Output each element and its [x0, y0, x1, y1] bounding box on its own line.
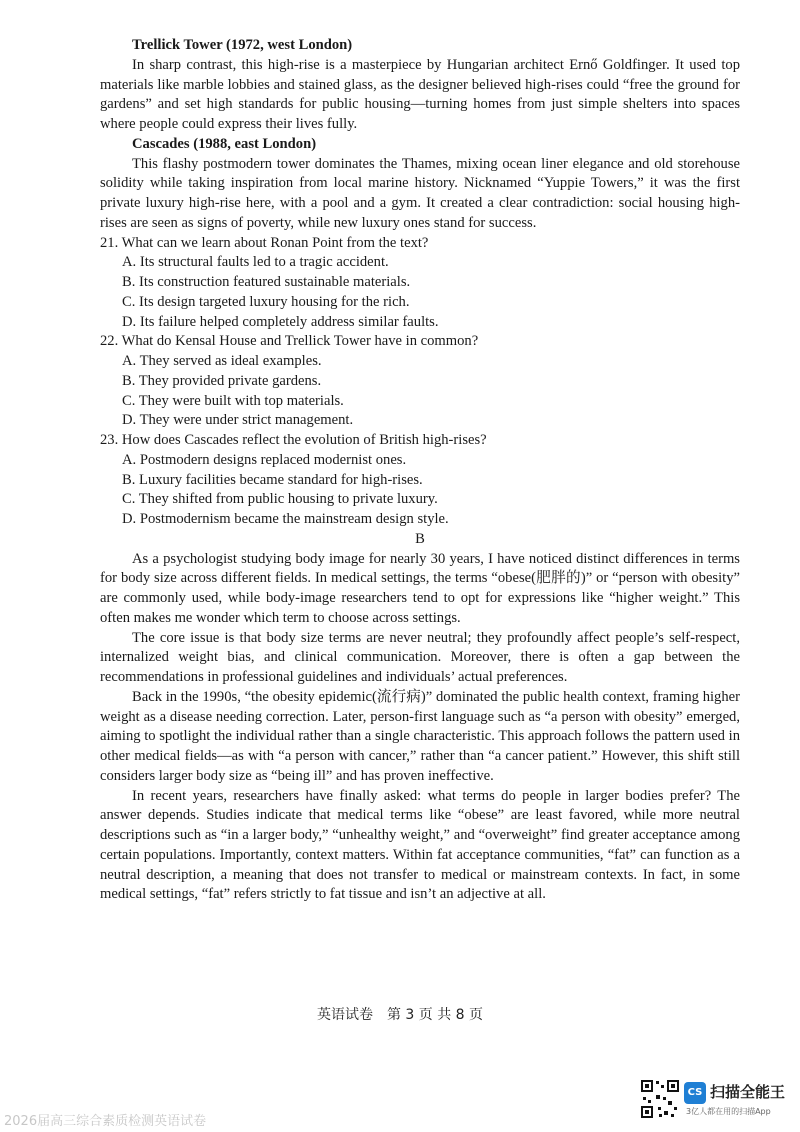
section-heading: Trellick Tower (1972, west London) [132, 37, 353, 53]
scanner-tagline: 3亿人都在用的扫描App [686, 1107, 771, 1116]
qr-code-icon [640, 1079, 680, 1119]
answer-option: D. Its failure helped completely address similar faults. [122, 313, 439, 330]
page-footer: 英语试卷 第 3 页 共 8 页 [316, 1007, 484, 1023]
paragraph: In sharp contrast, this high-rise is a masterpiece by Hungarian architect Ernő Goldfinger. It used top materials like marble lobbies and stained glass, as the designer believed high-rises could “free the ground for gardens” and set high standards for public housing—turning homes from just simple shelters into spaces where people could express their lives fully. [100, 56, 740, 132]
question-stem: 21. What can we learn about Ronan Point from the text? [100, 234, 429, 251]
paragraph: In recent years, researchers have finally asked: what terms do people in larger bodies prefer? The answer depends. Studies indicate that medical terms like “obese” are least favored, while more neutral descriptions such as “in a larger body,” “unhealthy weight,” and “overweight” find greater acceptance among certain populations. Importantly, context matters. Within fat acceptance communities, “fat” can function as a neutral description, a meaning that does not transfer to medical or mainstream contexts. In fact, in some medical settings, “fat” refers strictly to fat tissue and isn’t an adjective at all. [100, 787, 740, 903]
answer-option: B. Luxury facilities became standard for high-rises. [122, 471, 423, 488]
answer-option: A. Postmodern designs replaced modernist ones. [122, 451, 407, 468]
paragraph: Back in the 1990s, “the obesity epidemic(流行病)” dominated the public health context, framing higher weight as a disease needing correction. Later, person-first language such as “a person with obesity” emerged, aiming to spotlight the individual rather than a single characteristic. This approach follows the pattern used in other medical fields—as with “a person with cancer,” rather than “a cancer patient.” However, this shift still considers larger body size as “being ill” and has proven ineffective. [100, 688, 740, 784]
answer-option: B. They provided private gardens. [122, 372, 322, 389]
question-list [100, 234, 740, 530]
camscanner-logo-icon: CS [684, 1082, 706, 1104]
answer-option: C. Its design targeted luxury housing for the rich. [122, 293, 410, 310]
answer-option: A. They served as ideal examples. [122, 353, 322, 369]
passage-b [100, 550, 740, 906]
answer-option: C. They shifted from public housing to private luxury. [122, 491, 438, 508]
paragraph: The core issue is that body size terms are never neutral; they profoundly affect people’s self-respect, internalized weight bias, and clinical communication. Moreover, there is often a gap between the recommendations in professional guidelines and individuals’ actual preferences. [100, 629, 740, 685]
answer-option: B. Its construction featured sustainable materials. [122, 274, 411, 290]
section-heading: Cascades (1988, east London) [132, 135, 317, 152]
page-content [100, 36, 740, 905]
question-stem: 23. How does Cascades reflect the evolution of British high-rises? [100, 432, 487, 448]
answer-option: D. They were under strict management. [122, 412, 354, 429]
section-b-label: B [415, 530, 425, 547]
paragraph: As a psychologist studying body image for nearly 30 years, I have noticed distinct differences in terms for body size across different fields. In medical settings, the terms “obese(肥胖的)” or “person with obesity” are commonly used, while body-image researchers tend to opt for expressions like “higher weight.” This often makes me wonder which term to choose across settings. [100, 550, 740, 626]
paragraph: This flashy postmodern tower dominates the Thames, mixing ocean liner elegance and old storehouse solidity while taking inspiration from local marine history. Nicknamed “Yuppie Towers,” it was the first private luxury high-rise here, with a pool and a gym. It created a clear contradiction: social housing high-rises are seen as signs of poverty, while new luxury ones stand for success. [100, 155, 740, 231]
answer-option: D. Postmodernism became the mainstream design style. [122, 511, 449, 527]
question-stem: 22. What do Kensal House and Trellick Tower have in common? [100, 333, 479, 350]
scanner-app-name: 扫描全能王 [710, 1083, 786, 1101]
passage-a [100, 36, 740, 234]
answer-option: A. Its structural faults led to a tragic accident. [122, 254, 389, 271]
watermark-text: 2026届高三综合素质检测英语试卷 [4, 1114, 207, 1129]
answer-option: C. They were built with top materials. [122, 392, 344, 409]
